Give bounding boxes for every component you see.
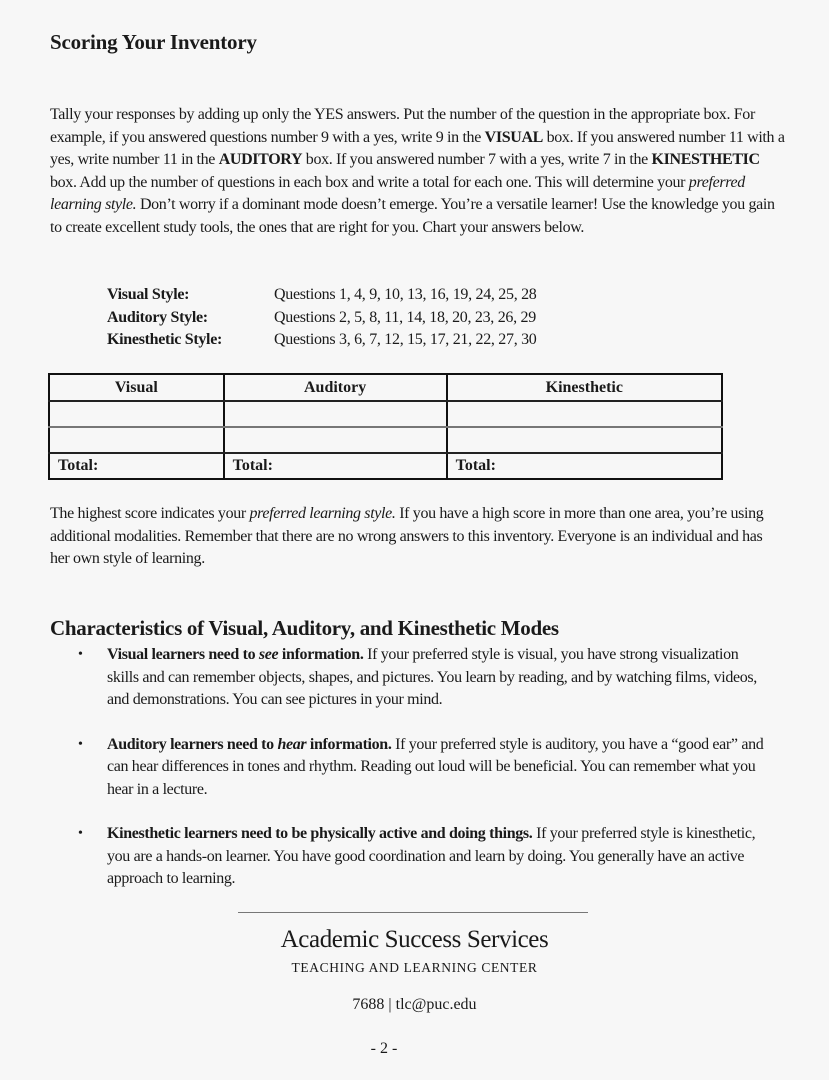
instructions-paragraph	[50, 104, 785, 239]
auditory-cell[interactable]	[224, 401, 447, 427]
list-item-kinesthetic	[78, 823, 773, 891]
kinesthetic-total[interactable]: Total:	[447, 453, 722, 479]
page-title: Scoring Your Inventory	[50, 30, 257, 54]
text-run: box. If you answered number 7 with a yes, write 7 in the	[302, 151, 652, 168]
footer-divider	[238, 912, 588, 913]
text-run: Kinesthetic learners need to be physically active and doing things.	[107, 825, 533, 842]
bold-run: VISUAL	[484, 128, 543, 146]
bold-run: KINESTHETIC	[651, 151, 760, 168]
text-run: If you have a high score in more than one area, you’re using additional modalities. Remember that there are no wrong answers to this inventory. Everyone is an individual and has her own style of learning.	[50, 505, 764, 567]
text-run: box. If you answered number 11 with a yes, write number 11 in the	[50, 128, 785, 168]
lead-in	[107, 646, 364, 663]
style-row-auditory	[107, 307, 537, 330]
text-run: Auditory learners need to	[107, 735, 278, 753]
table-total-row	[49, 453, 722, 479]
italic-run: preferred learning style.	[50, 173, 745, 213]
text-run: Tally your responses by adding up only the YES answers. Put the number of the question in the appropriate box. For example, if you answered questions number 9 with a yes, write 9 in the	[50, 106, 755, 146]
style-question-list	[107, 284, 537, 352]
style-questions: Questions 3, 6, 7, 12, 15, 17, 21, 22, 27, 30	[274, 331, 537, 348]
text-run: information.	[278, 646, 364, 663]
page-number: - 2 -	[370, 1040, 398, 1057]
characteristics-list	[78, 644, 773, 913]
style-questions: Questions 1, 4, 9, 10, 13, 16, 19, 24, 25, 28	[274, 286, 537, 303]
text-run: box. Add up the number of questions in each box and write a total for each one. This will determine your	[50, 173, 689, 191]
auditory-total[interactable]: Total:	[224, 453, 447, 479]
item-text: If your preferred style is visual, you have strong visualization skills and can remember objects, shapes, and pictures. You learn by reading, and by watching films, videos, and demonstrations. You can see pictures in your mind.	[107, 646, 757, 708]
visual-total[interactable]: Total:	[49, 453, 224, 479]
bullet-icon: •	[78, 826, 83, 841]
section-heading: Characteristics of Visual, Auditory, and Kinesthetic Modes	[50, 616, 559, 640]
style-row-kinesthetic	[107, 329, 537, 352]
item-text: If your preferred style is auditory, you have a “good ear” and can hear differences in tones and rhythm. Reading out loud will be beneficial. You can remember what you hear in a lecture.	[107, 735, 764, 798]
style-row-visual	[107, 284, 537, 307]
header-visual: Visual	[49, 374, 224, 401]
footer-organization: Academic Success Services	[280, 926, 549, 953]
footer-center-name: TEACHING AND LEARNING CENTER	[291, 960, 538, 975]
table-row	[49, 427, 722, 453]
style-questions: Questions 2, 5, 8, 11, 14, 18, 20, 23, 26, 29	[274, 308, 536, 326]
footer-contact[interactable]: 7688 | tlc@puc.edu	[352, 996, 477, 1013]
bold-run: AUDITORY	[218, 151, 303, 168]
scoring-table	[48, 373, 723, 480]
style-label: Auditory Style:	[107, 308, 208, 326]
italic-run: see	[258, 646, 279, 663]
visual-cell[interactable]	[49, 401, 224, 427]
lead-in	[107, 736, 392, 753]
item-text: If your preferred style is kinesthetic, you are a hands-on learner. You have good coordination and learn by doing. You generally have an active approach to learning.	[107, 825, 756, 887]
list-item-auditory	[78, 734, 773, 802]
italic-run: preferred learning style.	[249, 505, 396, 522]
visual-cell[interactable]	[49, 427, 224, 453]
bullet-icon: •	[78, 736, 83, 752]
bullet-icon: •	[78, 647, 83, 662]
text-run: information.	[306, 735, 392, 753]
lead-in	[107, 825, 532, 842]
style-label: Kinesthetic Style:	[107, 331, 223, 348]
italic-run: hear	[277, 735, 307, 753]
table-row	[49, 401, 722, 427]
auditory-cell[interactable]	[224, 427, 447, 453]
table-header-row	[49, 374, 722, 401]
text-run: Visual learners need to	[107, 646, 259, 663]
kinesthetic-cell[interactable]	[447, 401, 722, 427]
text-run: Don’t worry if a dominant mode doesn’t emerge. You’re a versatile learner! Use the knowledge you gain to create excellent study tools, the ones that are right for you. Chart your answers below.	[50, 196, 775, 236]
list-item-visual	[78, 644, 773, 712]
result-paragraph	[50, 503, 785, 571]
header-auditory: Auditory	[224, 374, 447, 401]
text-run: The highest score indicates your	[50, 505, 250, 522]
kinesthetic-cell[interactable]	[447, 427, 722, 453]
header-kinesthetic: Kinesthetic	[447, 374, 722, 401]
style-label: Visual Style:	[107, 286, 190, 303]
